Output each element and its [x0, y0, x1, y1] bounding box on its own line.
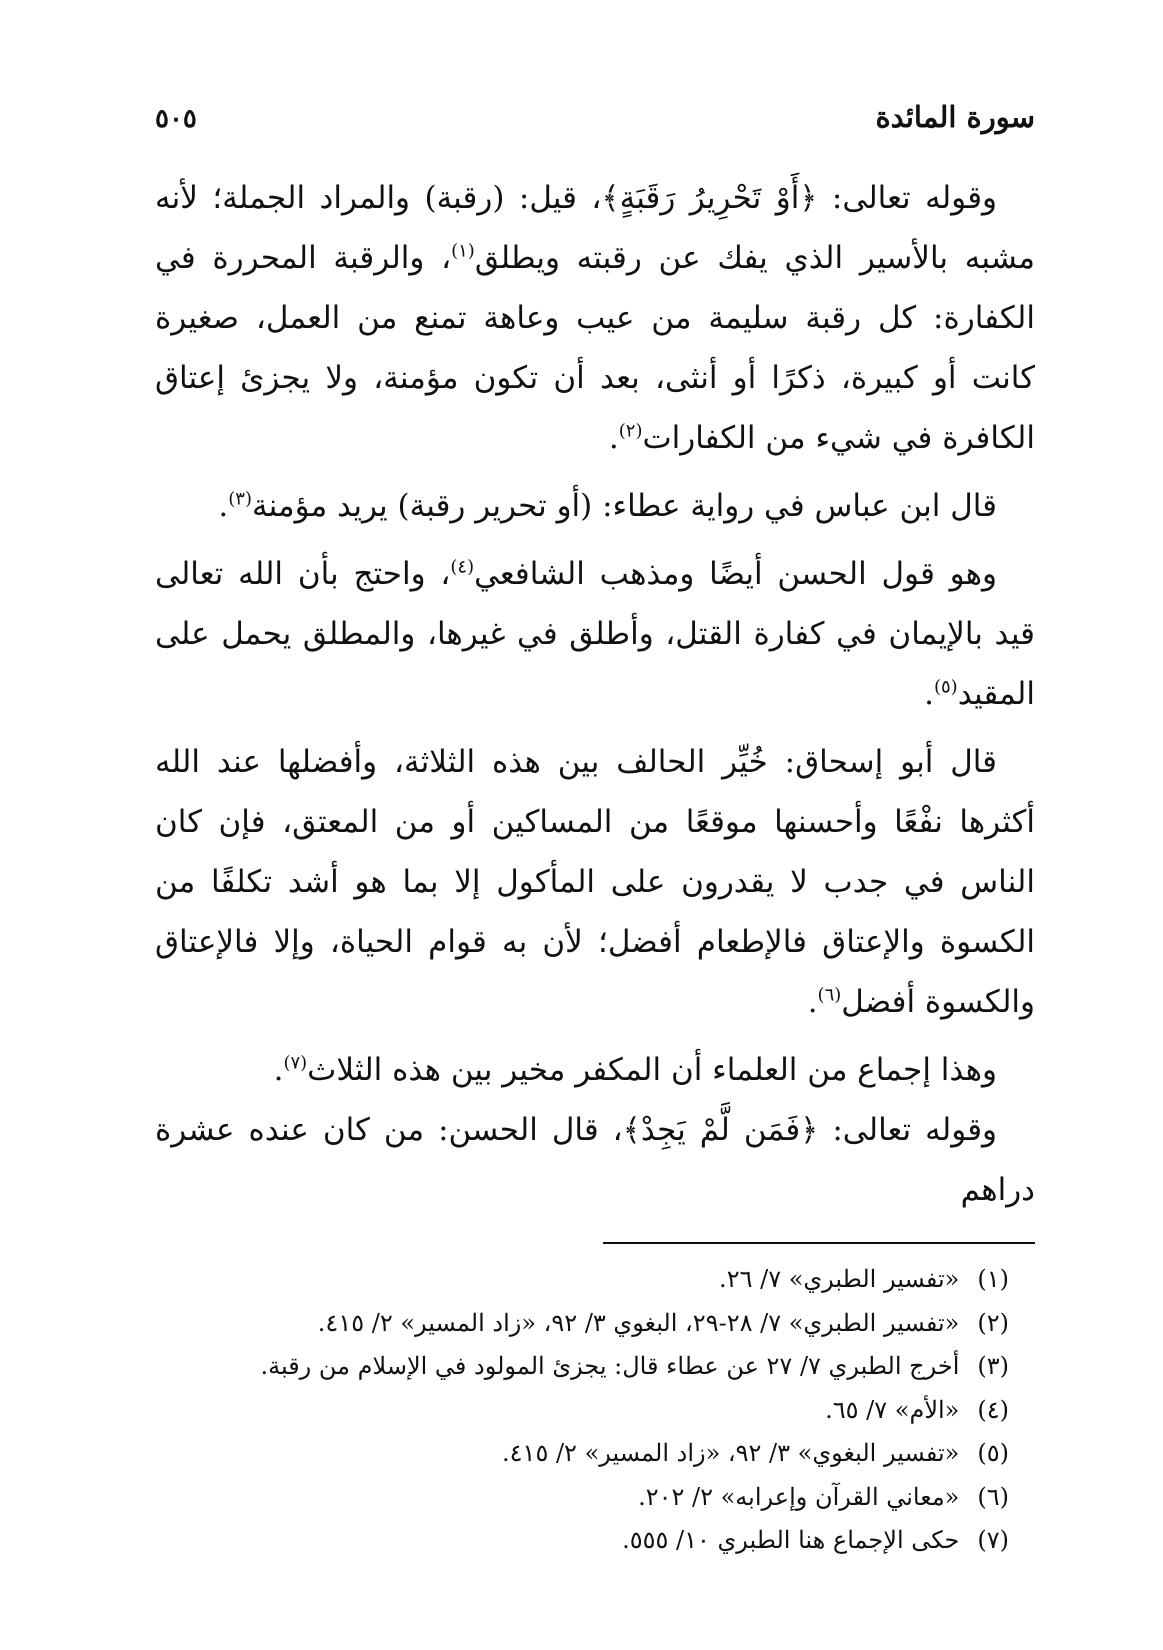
paragraph [155, 1040, 1035, 1100]
paragraph-text: . [608, 420, 619, 456]
footnote [155, 1476, 1009, 1520]
paragraph-text: ، واحتج بأن الله تعالى قيد بالإيمان في كفارة القتل، وأطلق في غيرها، والمطلق يحمل على المقيد [155, 556, 1035, 712]
footnote [155, 1389, 1009, 1433]
main-text [155, 168, 1035, 1220]
footnote [155, 1519, 1009, 1563]
footnote-text: أخرج الطبري ٧/ ٢٧ عن عطاء قال: يجزئ المولود في الإسلام من رقبة. [260, 1352, 960, 1380]
paragraph-text: . [807, 984, 818, 1020]
footnote [155, 1345, 1009, 1389]
paragraph-text: . [273, 1052, 284, 1088]
footnote [155, 1302, 1009, 1346]
footnote-ref: (١) [451, 240, 475, 262]
footnote-number: (١) [977, 1265, 1009, 1293]
running-header [155, 100, 1035, 152]
footnote-number: (٢) [977, 1308, 1009, 1337]
footnote-ref: (٧) [283, 1052, 308, 1074]
footnote-ref: (٦) [817, 984, 842, 1006]
footnote-text: «تفسير الطبري» ٧/ ٢٨-٢٩، البغوي ٣/ ٩٢، «زاد المسير» ٢/ ٤١٥. [317, 1308, 960, 1337]
footnote-ref: (٥) [933, 676, 958, 698]
footnote-text: «معاني القرآن وإعرابه» ٢/ ٢٠٢. [638, 1482, 960, 1511]
paragraph-text: . [218, 488, 229, 524]
paragraph-text: قال ابن عباس في رواية عطاء: (أو تحرير رقبة) يريد مؤمنة [252, 488, 997, 524]
footnotes [155, 1258, 1035, 1563]
footnote-number: (٥) [977, 1439, 1009, 1467]
surah-title: سورة المائدة [875, 100, 1035, 134]
paragraph [155, 544, 1035, 724]
paragraph [155, 168, 1035, 468]
footnote-separator [603, 1242, 1035, 1244]
paragraph-text: وهذا إجماع من العلماء أن المكفر مخير بين هذه الثلاث [307, 1052, 997, 1088]
paragraph-text: وهو قول الحسن أيضًا ومذهب الشافعي [474, 556, 998, 592]
footnote [155, 1432, 1009, 1476]
footnote-text: «الأم» ٧/ ٦٥. [825, 1395, 960, 1424]
footnote-text: «تفسير البغوي» ٣/ ٩٢، «زاد المسير» ٢/ ٤١٥. [502, 1439, 960, 1467]
footnote-text: حكى الإجماع هنا الطبري ١٠/ ٥٥٥. [622, 1526, 960, 1554]
footnote-ref: (٢) [618, 420, 643, 442]
footnote-number: (٧) [977, 1526, 1009, 1554]
paragraph-text: قال أبو إسحاق: خُيِّر الحالف بين هذه الثلاثة، وأفضلها عند الله أكثرها نفْعًا وأحسنها موقعًا من المساكين أو من المعتق، فإن كان الناس في جدب لا يقدرون على المأكول إلا بما هو أشد تكلفًا من الكسوة والإعتاق فالإطعام أفضل؛ لأن به قوام الحياة، وإلا فالإعتاق والكسوة أفضل [155, 744, 1035, 1020]
footnote-number: (٤) [977, 1395, 1009, 1424]
page-number: ٥٠٥ [155, 104, 197, 134]
paragraph-text: وقوله تعالى: ﴿أَوْ تَحْرِيرُ رَقَبَةٍ﴾، قيل: (رقبة) والمراد الجملة؛ لأنه مشبه بالأسير الذي يفك عن رقبته ويطلق [155, 180, 1035, 276]
footnote-ref: (٣) [228, 488, 252, 510]
paragraph-text: ، والرقبة المحررة في الكفارة: كل رقبة سليمة من عيب وعاهة تمنع من العمل، صغيرة كانت أو كبيرة، ذكرًا أو أنثى، بعد أن تكون مؤمنة، ولا يجزئ إعتاق الكافرة في شيء من الكفارات [155, 240, 1035, 456]
footnote-number: (٦) [977, 1482, 1009, 1511]
paragraph [155, 1100, 1035, 1220]
footnote [155, 1258, 1009, 1302]
paragraph-text: وقوله تعالى: ﴿فَمَن لَّمْ يَجِدْ﴾، قال الحسن: من كان عنده عشرة دراهم [155, 1112, 1035, 1208]
paragraph-text: . [924, 676, 934, 712]
paragraph [155, 732, 1035, 1032]
footnote-text: «تفسير الطبري» ٧/ ٢٦. [719, 1265, 960, 1293]
footnote-ref: (٤) [450, 556, 475, 578]
footnote-number: (٣) [977, 1352, 1009, 1380]
paragraph [155, 476, 1035, 536]
